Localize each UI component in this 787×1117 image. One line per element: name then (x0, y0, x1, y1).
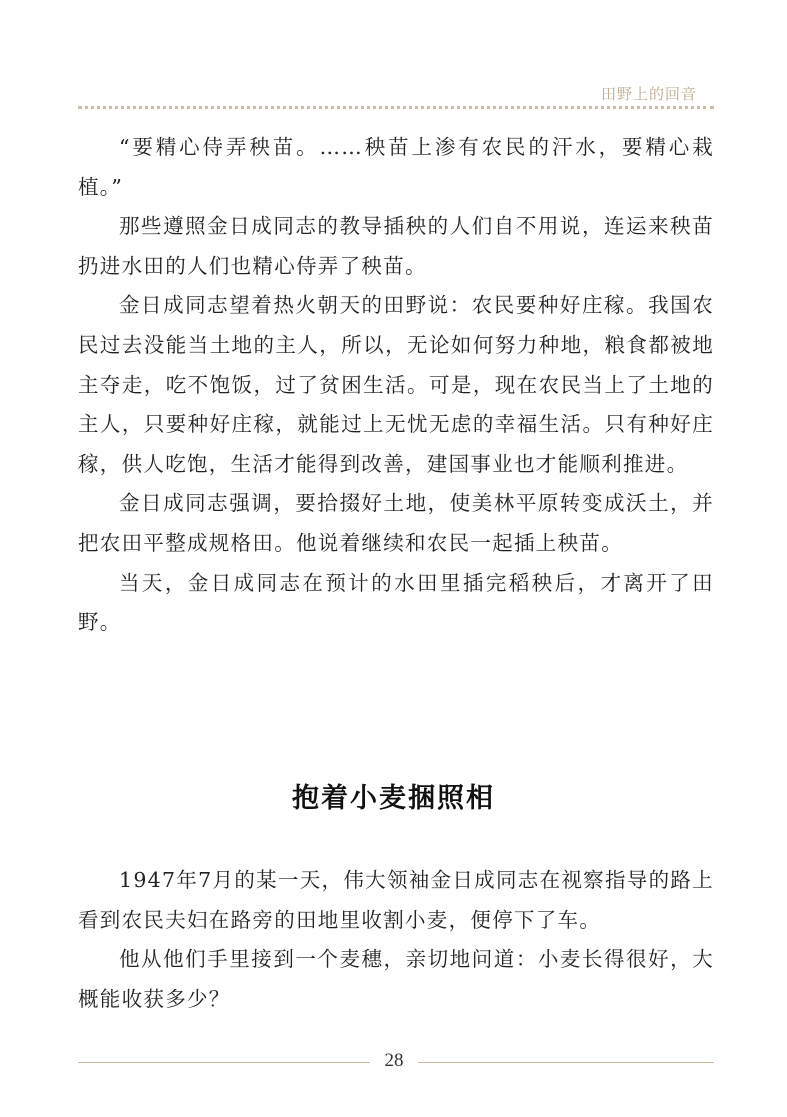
paragraph: 那些遵照金日成同志的教导插秧的人们自不用说，连运来秧苗扔进水田的人们也精心侍弄了秧苗。 (78, 214, 714, 278)
paragraph: 他从他们手里接到一个麦穗，亲切地问道：小麦长得很好，大概能收获多少？ (78, 947, 714, 1011)
footer-rule-right (418, 1062, 714, 1063)
header-dotted-rule (78, 106, 714, 109)
paragraph: 金日成同志强调，要拾掇好土地，使美林平原转变成沃土，并把农田平整成规格田。他说着继续和农民一起插上秧苗。 (78, 491, 714, 555)
paragraph: 当天，金日成同志在预计的水田里插完稻秧后，才离开了田野。 (78, 570, 714, 635)
page-number: 28 (384, 1050, 404, 1071)
footer-rule-left (78, 1062, 370, 1063)
paragraph: 1947年7月的某一天，伟大领袖金日成同志在视察指导的路上看到农民夫妇在路旁的田地里收割小麦，便停下了车。 (78, 868, 714, 932)
paragraph: 金日成同志望着热火朝天的田野说：农民要种好庄稼。我国农民过去没能当土地的主人，所以，无论如何努力种地，粮食都被地主夺走，吃不饱饭，过了贫困生活。可是，现在农民当上了土地的主人，只要种好庄稼，就能过上无忧无虑的幸福生活。只有种好庄稼，供人吃饱，生活才能得到改善，建国事业也才能顺利推进。 (78, 293, 714, 476)
body-text-section-1 (78, 128, 714, 643)
body-text-section-2 (78, 861, 714, 1019)
paragraph: “要精心侍弄秧苗。……秧苗上渗有农民的汗水，要精心栽植。” (78, 135, 714, 199)
running-head: 田野上的回音 (600, 85, 697, 103)
section-title: 抱着小麦捆照相 (292, 783, 495, 814)
